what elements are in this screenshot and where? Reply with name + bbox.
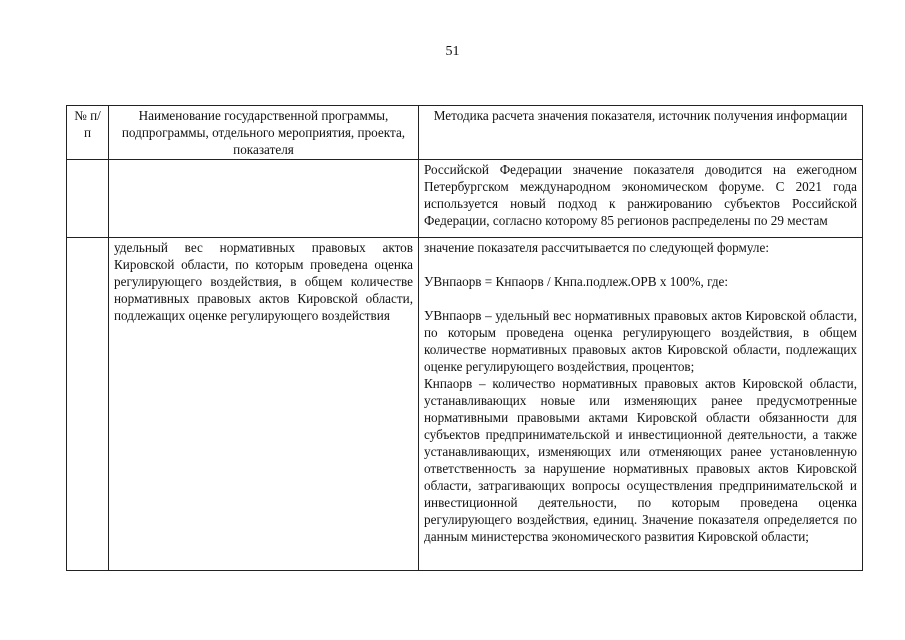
- page-number: 51: [445, 44, 460, 59]
- method-definition-share: УВнпаорв – удельный вес нормативных правовых актов Кировской области, по которым проведена оценка регулирующего воздействия, в общем количестве нормативных правовых актов Кировской области, подлежащих оценке регулирующего воздействия, процентов;: [424, 308, 857, 374]
- cell-method: Российской Федерации значение показателя доводится на ежегодном Петербургском международном экономическом форуме. С 2021 года используется новый подход к ранжированию субъектов Российской Федерации, согласно которому 85 регионов распределены по 29 местам: [419, 160, 863, 238]
- header-name: Наименование государственной программы, подпрограммы, отдельного мероприятия, проекта, показателя: [109, 106, 419, 160]
- table-header-row: [67, 106, 863, 160]
- method-intro: значение показателя рассчитывается по следующей формуле:: [424, 240, 770, 255]
- method-definition-count: Кнпаорв – количество нормативных правовых актов Кировской области, устанавливающих новые или изменяющих ранее предусмотренные нормативными правовыми актами Кировской области обязанности для субъектов предпринимательской и инвестиционной деятельности, а также устанавливающих, изменяющих или отменяющих ранее установленную ответственность за нарушение нормативных правовых актов Кировской области, затрагивающих вопросы осуществления предпринимательской и инвестиционной деятельности, по которым проведена оценка регулирующего воздействия, единиц. Значение показателя определяется по данным министерства экономического развития Кировской области;: [424, 376, 857, 544]
- table-row: [67, 160, 863, 238]
- cell-name: [109, 160, 419, 238]
- cell-method: [419, 238, 863, 571]
- cell-name: удельный вес нормативных правовых актов Кировской области, по которым проведена оценка регулирующего воздействия, в общем количестве нормативных правовых актов Кировской области, подлежащих оценке регулирующего воздействия: [109, 238, 419, 571]
- table-row: [67, 238, 863, 571]
- indicator-table: [66, 105, 863, 571]
- method-formula: УВнпаорв = Кнпаорв / Кнпа.подлеж.ОРВ x 100%, где:: [424, 274, 729, 289]
- header-num: № п/п: [67, 106, 109, 160]
- cell-num: [67, 238, 109, 571]
- cell-num: [67, 160, 109, 238]
- header-method: Методика расчета значения показателя, источник получения информации: [419, 106, 863, 160]
